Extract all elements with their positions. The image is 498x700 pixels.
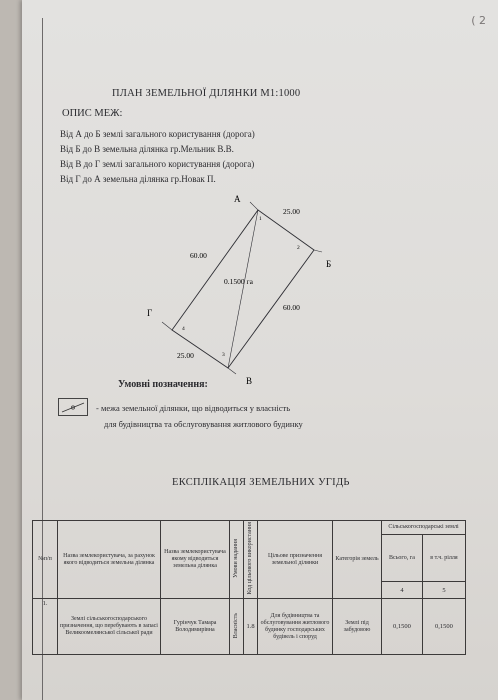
- header-purpose: Цільове призначення земельної ділянки: [258, 521, 333, 599]
- header-owner-name: Назва землекористувача, за рахунок якого відводиться земельна ділянка: [58, 521, 161, 599]
- header-col-4: 4: [382, 582, 423, 599]
- row-category: Землі під забудовою: [333, 599, 382, 655]
- boundaries-heading: ОПИС МЕЖ:: [62, 108, 123, 119]
- point-g-label: Г: [147, 308, 153, 318]
- plan-title: ПЛАН ЗЕМЕЛЬНОЇ ДІЛЯНКИ М1:1000: [112, 88, 301, 99]
- header-form: Умови надання: [233, 538, 240, 578]
- row-purpose: Для будівництва та обслуговування житлового будинку господарських будівель і споруд: [258, 599, 333, 655]
- header-num: №п/п: [33, 521, 58, 599]
- legend-line-2: для будівництва та обслуговування житлового будинку: [104, 419, 303, 429]
- vertex-4: 4: [182, 326, 185, 332]
- corner-mark: ( 2: [471, 14, 486, 27]
- boundary-line-3: Від В до Г землі загального користування (дорога): [60, 159, 255, 169]
- row-new-owner: Гурінчук Тамара Володимирівна: [161, 599, 230, 655]
- vertex-2: 2: [297, 245, 300, 251]
- boundary-line-1: Від А до Б землі загального користування (дорога): [60, 129, 255, 139]
- side-ga-length: 60.00: [190, 251, 207, 260]
- legend-line-1: - межа земельної ділянки, що відводиться у власність: [96, 403, 291, 413]
- plot-diagonal: [228, 210, 258, 368]
- row-form: Власність: [233, 612, 240, 638]
- header-agri: Сільськогосподарські землі: [382, 521, 466, 535]
- row-total: 0,1500: [382, 599, 423, 655]
- row-owner: Землі сільськогосподарського призначення, що перебувають в запасі Великоомелянської сільської ради: [58, 599, 161, 655]
- vertex-1: 1: [259, 216, 262, 222]
- legend-title: Умовні позначення:: [118, 379, 208, 390]
- row-num: 1.: [33, 599, 58, 655]
- header-code: Код цільового використання: [247, 522, 254, 595]
- tick-b: [314, 250, 322, 252]
- boundary-line-2: Від Б до В земельна ділянка гр.Мельник В.В.: [60, 144, 234, 154]
- boundary-line-4: Від Г до А земельна ділянка гр.Новак П.: [60, 174, 216, 184]
- point-v-label: В: [246, 376, 253, 386]
- side-ab-length: 25.00: [283, 207, 300, 216]
- point-a-label: А: [234, 194, 241, 204]
- header-col-5: 5: [422, 582, 465, 599]
- row-code: 1.8: [244, 599, 258, 655]
- side-bv-length: 60.00: [283, 303, 300, 312]
- explication-table: [32, 520, 466, 655]
- side-vg-length: 25.00: [177, 351, 194, 360]
- header-incl: в т.ч. рілля: [422, 534, 465, 582]
- vertex-3: 3: [222, 352, 225, 358]
- header-new-name: Назва землекористувача якому відводиться земельна ділянка: [161, 521, 230, 599]
- header-category: Категорія земель: [333, 521, 382, 599]
- boundary-legend-icon: [58, 398, 88, 416]
- point-b-label: Б: [326, 259, 332, 269]
- row-incl: 0,1500: [422, 599, 465, 655]
- explication-title: ЕКСПЛІКАЦІЯ ЗЕМЕЛЬНИХ УГІДЬ: [172, 477, 350, 488]
- tick-a: [250, 202, 258, 210]
- plot-area: 0.1500 га: [224, 277, 253, 286]
- header-total: Всього, га: [382, 534, 423, 582]
- tick-v: [228, 368, 236, 374]
- tick-g: [162, 322, 172, 330]
- table-row: [33, 599, 466, 655]
